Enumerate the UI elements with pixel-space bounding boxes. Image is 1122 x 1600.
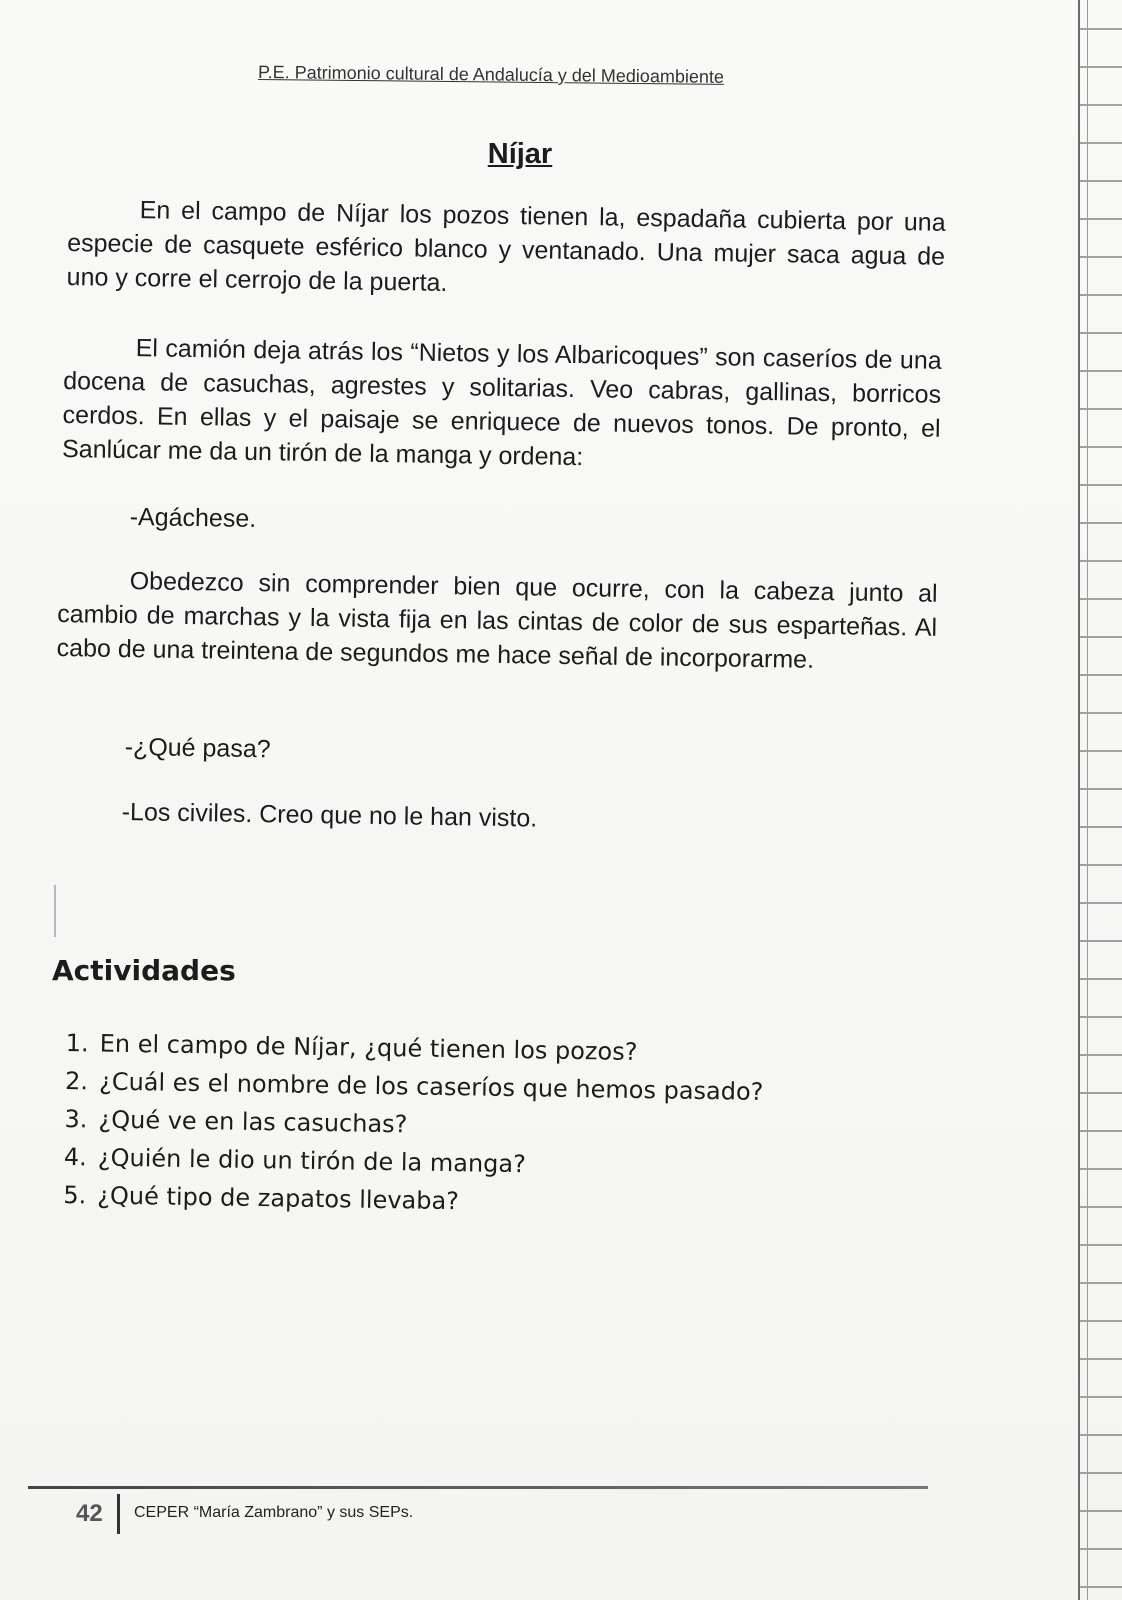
paragraph-2 (62, 330, 942, 480)
question-number: 2. (64, 1066, 89, 1096)
activities-heading: Actividades (52, 954, 236, 987)
question-text: ¿Qué tipo de zapatos llevaba? (97, 1181, 460, 1216)
paragraph-2-text: El camión deja atrás los “Nietos y los Albaricoques” son caseríos de una docena de casuchas, agrestes y solitarias. Veo cabras, gallinas, borricos cerdos. En ellas y el paisaje se enriquece de nuevos tonos. De pronto, el Sanlúcar me da un tirón de la manga y ordena: (61, 334, 942, 472)
dialogue-line-1: -Agáchese. (129, 502, 257, 533)
footer-divider (117, 1494, 120, 1534)
dialogue-line-2: -¿Qué pasa? (124, 732, 271, 764)
footer-text: CEPER “María Zambrano” y sus SEPs. (134, 1504, 414, 1521)
page-number: 42 (76, 1500, 103, 1527)
spiral-binding (1078, 0, 1122, 1600)
footer-rule (28, 1486, 928, 1489)
question-number: 4. (63, 1142, 88, 1172)
question-number: 3. (64, 1104, 88, 1134)
paragraph-3-text: Obedezco sin comprender bien que ocurre, con la cabeza junto al cambio de marchas y la vista fija en las cintas de color de sus esparteñas. Al cabo de una treintena de segundos me hace señal de incorporarme. (56, 567, 938, 674)
paragraph-1 (66, 192, 945, 308)
question-text: ¿Quién le dio un tirón de la manga? (97, 1143, 527, 1179)
question-text: En el campo de Níjar, ¿qué tienen los pozos? (99, 1029, 638, 1066)
page-title: Níjar (487, 138, 553, 170)
dialogue-line-3: -Los civiles. Creo que no le han visto. (121, 797, 538, 833)
binding-edge-line (1087, 0, 1088, 1600)
scan-mark (54, 885, 56, 937)
activities-list (63, 1024, 764, 1225)
question-text: ¿Cuál es el nombre de los caseríos que hemos pasado? (98, 1067, 764, 1106)
paragraph-3 (56, 563, 937, 679)
question-number: 1. (65, 1028, 89, 1058)
paragraph-1-text: En el campo de Níjar los pozos tienen la, espadaña cubierta por una especie de casquete esférico blanco y ventanado. Una mujer saca agua de uno y corre el cerrojo de la puerta. (66, 196, 946, 297)
question-text: ¿Qué ve en las casuchas? (98, 1105, 408, 1139)
page-header: P.E. Patrimonio cultural de Andalucía y del Medioambiente (257, 62, 725, 87)
question-number: 5. (63, 1180, 87, 1210)
